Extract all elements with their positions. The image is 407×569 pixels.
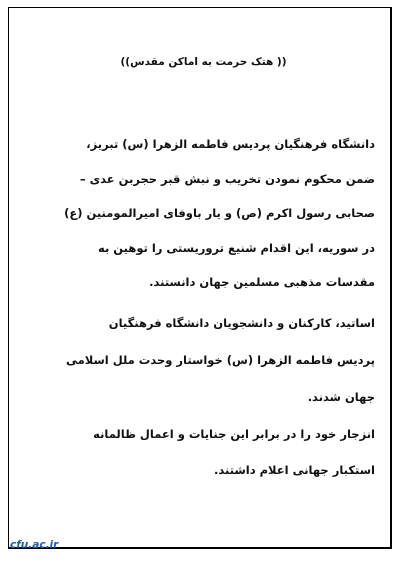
paragraph-3-line-2: استکبار جهانی اعلام داشتند.: [214, 463, 375, 477]
paragraph-1-line-5: مقدسات مذهبی مسلمین جهان دانستند.: [149, 275, 375, 289]
paragraph-1-line-3: صحابی رسول اکرم (ص) و یار باوفای امیرالمومنین (ع): [64, 206, 375, 220]
paragraph-2-line-3: جهان شدند.: [307, 390, 375, 404]
site-watermark: cfu.ac.ir: [10, 539, 59, 551]
paragraph-2: [32, 316, 375, 416]
paragraph-1-line-4: در سوریه، این اقدام شنیع تروریستی را توهین به: [98, 241, 375, 255]
paragraph-2-line-1: اساتید، کارکنان و دانشجویان دانشگاه فرهنگیان: [108, 316, 375, 330]
paragraph-3: [32, 427, 375, 487]
document-title: (( هتک حرمت به اماکن مقدس)): [120, 56, 287, 68]
paragraph-1-line-2: ضمن محکوم نمودن تخریب و نبش قبر حجربن عدی –: [79, 172, 375, 186]
paragraph-1: [32, 137, 375, 297]
paragraph-3-line-1: انزجار خود را در برابر این جنایات و اعمال ظالمانه: [93, 427, 375, 441]
paragraph-2-line-2: پردیس فاطمه الزهرا (س) خواستار وحدت ملل اسلامی: [65, 353, 375, 367]
paragraph-1-line-1: دانشگاه فرهنگیان پردیس فاطمه الزهرا (س) تبریز،: [86, 137, 375, 151]
